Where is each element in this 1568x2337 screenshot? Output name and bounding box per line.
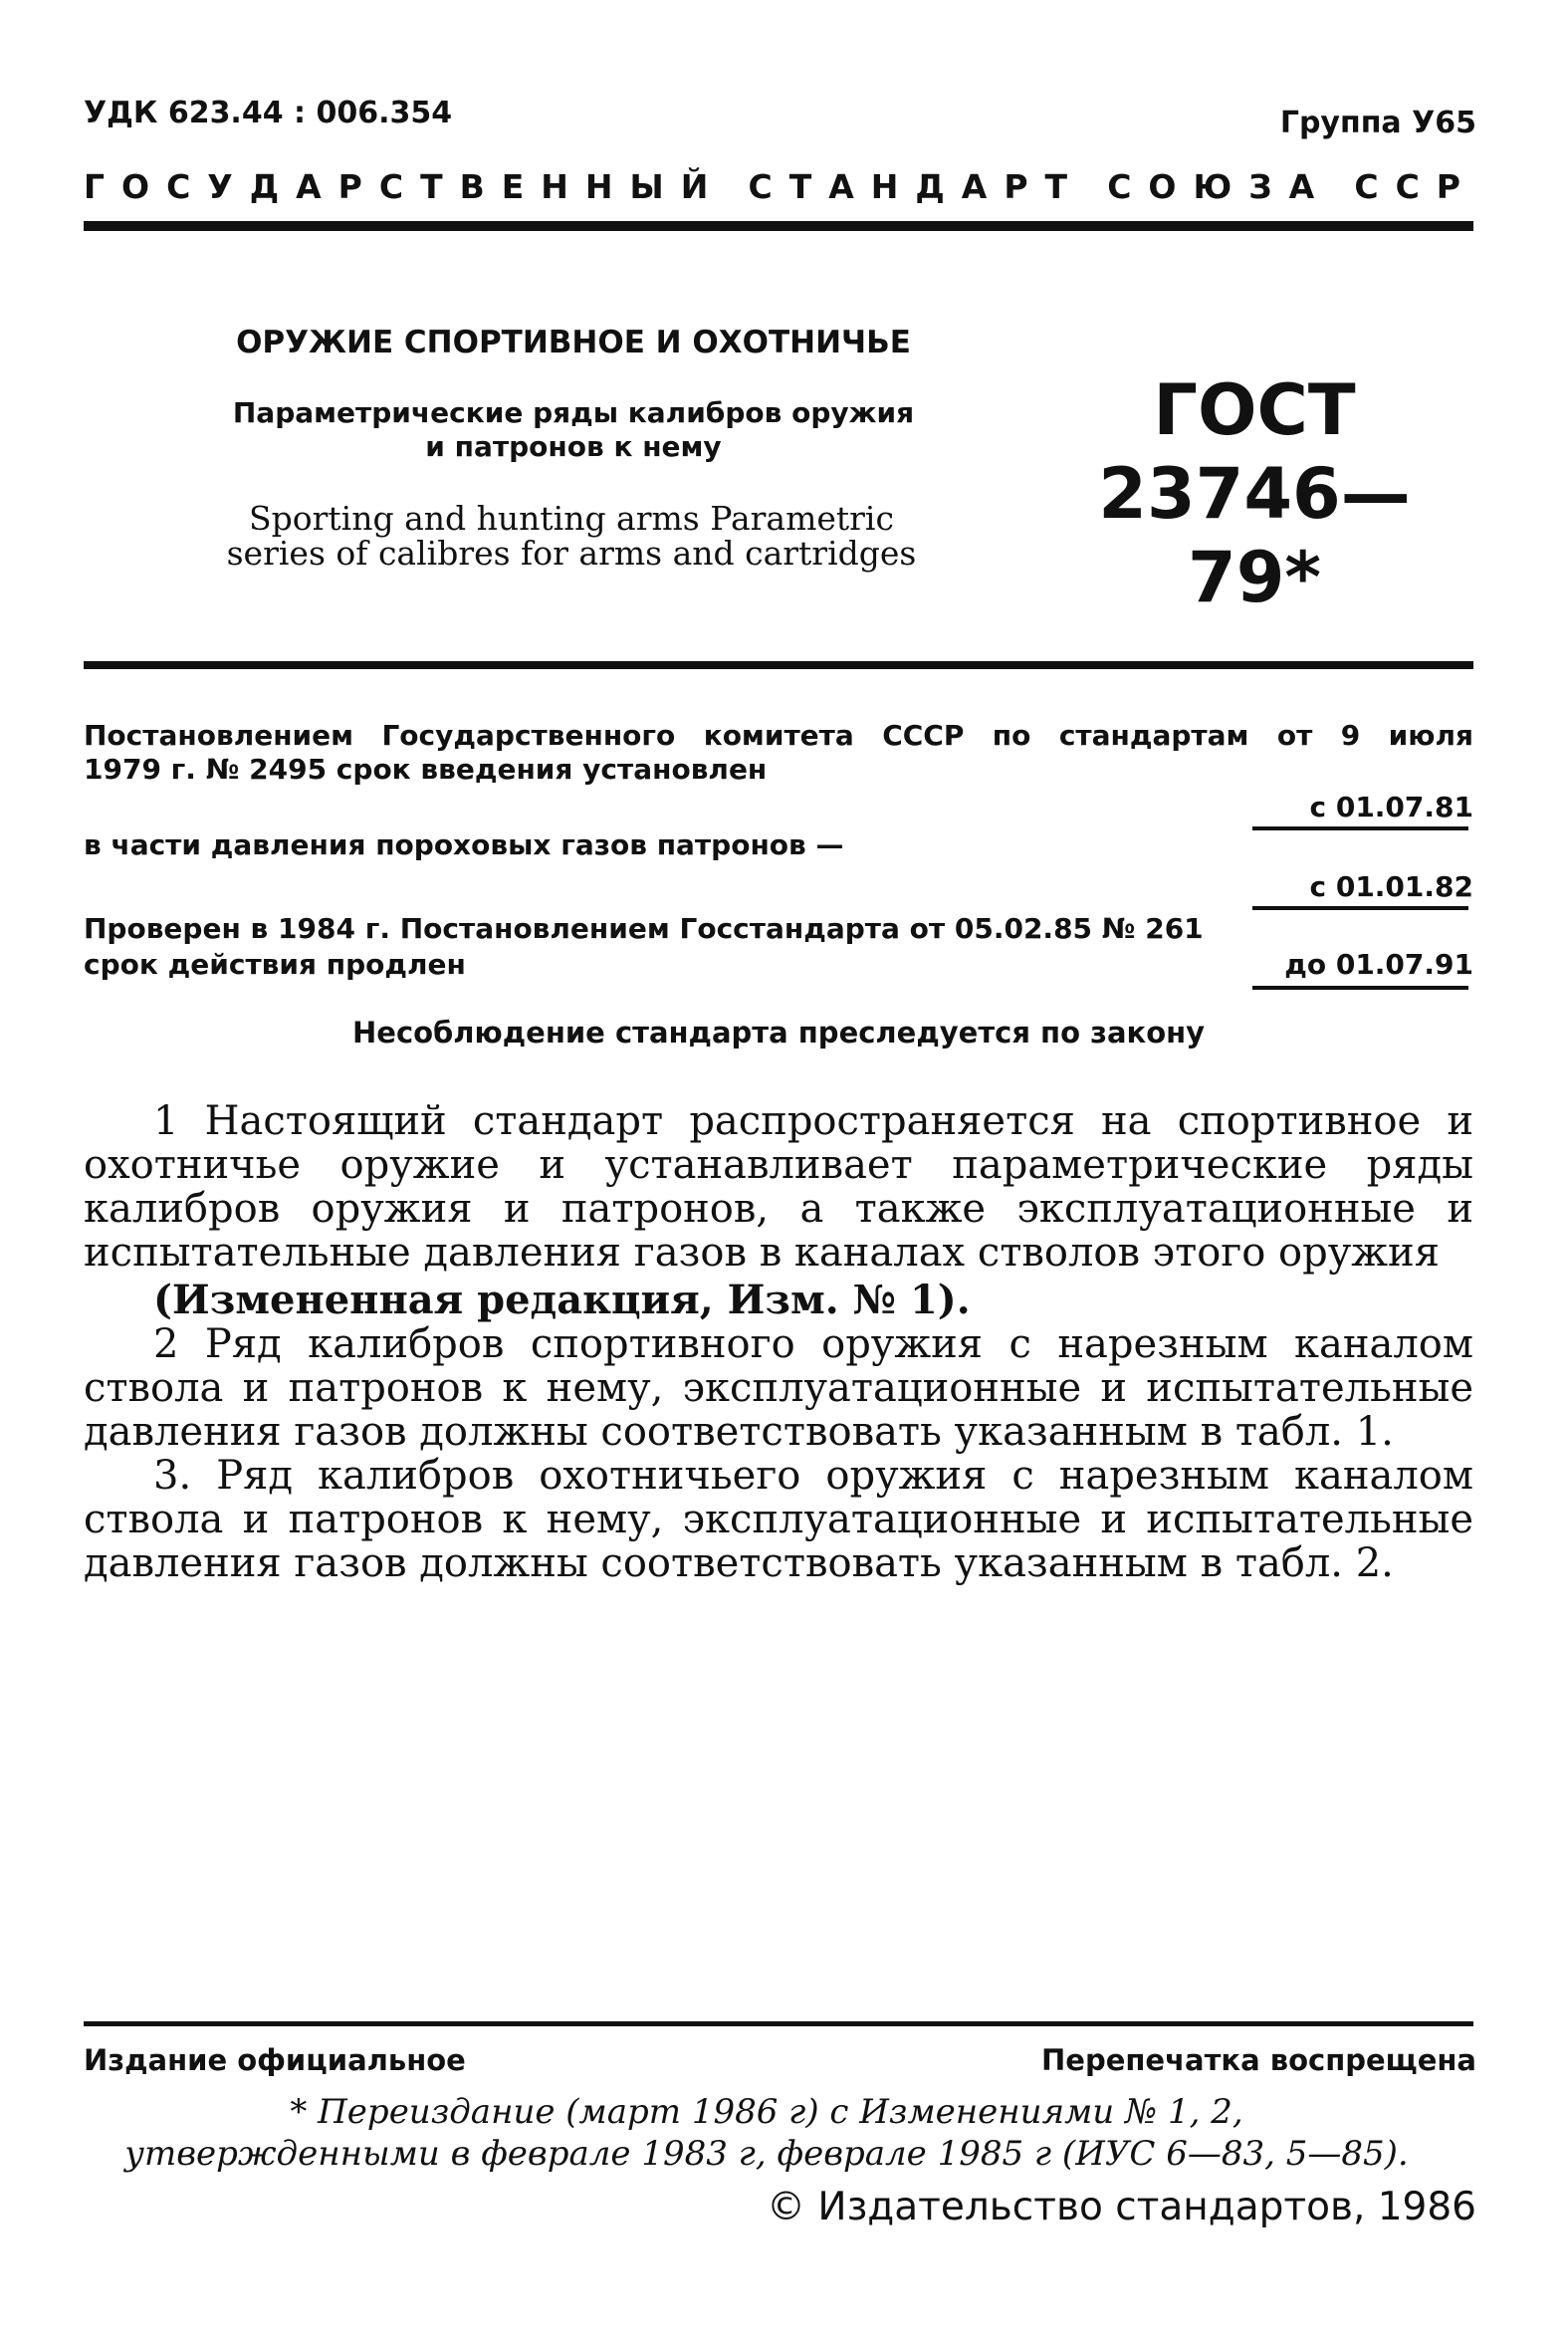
body-text [84, 1099, 1473, 1585]
amendment-note: (Измененная редакция, Изм. № 1). [153, 1277, 971, 1323]
date-underline [1252, 826, 1468, 830]
group-code: Группа У65 [1279, 106, 1476, 140]
reissue-footnote [100, 2091, 1434, 2175]
footnote-line: * Переиздание (март 1986 г) с Изменениями № 1, 2, [290, 2092, 1243, 2132]
effective-date: с 01.07.81 [1309, 791, 1473, 823]
english-title-line: Sporting and hunting arms Parametric [249, 499, 894, 538]
reprint-prohibited: Перепечатка воспрещена [1041, 2043, 1476, 2077]
paragraph-3: 3. Ряд калибров охотничьего оружия с нарезным каналом ствола и патронов к нему, эксплуатационные и испытательные давления газов должны соответствовать указанным в табл. 2. [84, 1453, 1473, 1586]
decree-line: Проверен в 1984 г. Постановлением Госстандарта от 05.02.85 № 261 [84, 912, 1204, 945]
gost-label: ГОСТ [1153, 369, 1356, 451]
banner-word: СОЮЗА [1107, 167, 1332, 206]
official-edition: Издание официальное [84, 2043, 466, 2077]
date-underline [1252, 906, 1468, 910]
decree-line: в части давления пороховых газов патронов — [84, 828, 844, 861]
copyright: © Издательство стандартов, 1986 [767, 2185, 1476, 2229]
gost-designation [1055, 368, 1454, 619]
validity-date: до 01.07.91 [1284, 948, 1473, 981]
decree-line: Постановлением Государственного комитета СССР по стандартам от 9 июля [84, 719, 1473, 752]
effective-date: с 01.01.82 [1309, 870, 1473, 903]
banner-word: ССР [1354, 167, 1477, 206]
document-title: ОРУЖИЕ СПОРТИВНОЕ И ОХОТНИЧЬЕ [236, 325, 911, 360]
title-rule [84, 661, 1473, 669]
paragraph-2: 2 Ряд калибров спортивного оружия с нарезным каналом ствола и патронов к нему, эксплуатационные и испытательные давления газов должны соответствовать указанным в табл. 1. [84, 1321, 1473, 1455]
paragraph-1: 1 Настоящий стандарт распространяется на спортивное и охотничье оружие и устанавливает параметрические ряды калибров оружия и патронов, а также эксплуатационные и испытательные давления газов в каналах стволов этого оружия [84, 1098, 1473, 1276]
subtitle-line: и патронов к нему [425, 430, 722, 463]
decree-line: срок действия продлен [84, 948, 466, 981]
header-rule [84, 221, 1473, 231]
legal-notice: Несоблюдение стандарта преследуется по закону [352, 1016, 1206, 1050]
gost-number: 23746—79* [1098, 453, 1411, 618]
state-standard-banner [84, 167, 1477, 206]
english-title-line: series of calibres for arms and cartridges [226, 534, 917, 573]
banner-word: СТАНДАРТ [748, 167, 1085, 206]
footer-rule [84, 2021, 1473, 2026]
decree-line: 1979 г. № 2495 срок введения установлен [84, 753, 768, 786]
date-underline [1252, 986, 1468, 990]
footnote-line: утвержденными в феврале 1983 г, феврале 1985 г (ИУС 6—83, 5—85). [124, 2134, 1409, 2174]
document-subtitle [195, 396, 952, 464]
english-title [213, 501, 930, 571]
banner-word: ГОСУДАРСТВЕННЫЙ [84, 167, 726, 206]
subtitle-line: Параметрические ряды калибров оружия [232, 396, 915, 429]
udk-code: УДК 623.44 : 006.354 [84, 96, 453, 130]
